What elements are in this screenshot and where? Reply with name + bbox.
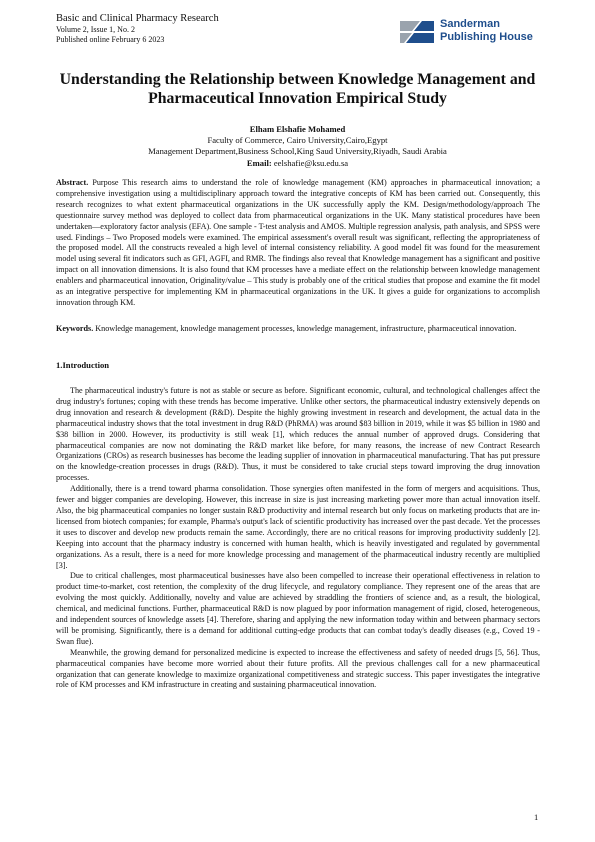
abstract-text: Purpose This research aims to understand the role of knowledge management (KM) approaches in pharmaceutical innovation; a comprehensive investigation using a multidisciplinary approach toward the integrative concepts of KM has been carried out. Consequently, this research recognizes to what extent pharmaceutical organizations in the UK successfully apply the KM. Design/methodology/approach The questionnaire survey method was deployed to collect data from pharmaceutical organizations in the UK. Many statistical procedures have been undertaken—exploratory factor analysis (EFA). One sample - T-test analysis and AMOS. Multiple regression analysis, path analysis, and SPSS were used. Findings – Two Proposed models were examined. The empirical assessment's overall result was significant, reflecting the appropriateness of the proposed model. All the constructs revealed a high level of internal consistency reliability. A good model fit was found for the measurement model using several fit indicators such as GFI, AGFI, and RMR. The findings also reveal that Knowledge management has a significant and positive impact on all innovation dimensions. It is also found that KM processes have a mediate effect on the relationship between knowledge management enablers and pharmaceutical innovation, Originality/value – This study is probably one of the critical studies that propose and examine the fit model as an integrative perspective for implementing KM in pharmaceutical organizations in the UK. It gives a guide for organizations to accomplish innovation through KM. bbox=[56, 178, 540, 307]
keywords-label: Keywords. bbox=[56, 324, 94, 333]
author-email-line bbox=[40, 158, 555, 169]
author-block bbox=[40, 124, 555, 169]
paper-title-line2: Pharmaceutical Innovation Empirical Study bbox=[148, 90, 447, 107]
journal-published: Published online February 6 2023 bbox=[56, 35, 165, 44]
abstract bbox=[56, 178, 540, 309]
paper-title-line1: Understanding the Relationship between Knowledge Management and bbox=[59, 71, 536, 88]
paragraph: The pharmaceutical industry's future is not as stable or secure as before. Significant economic, cultural, and technological challenges affect the drug industry's fortunes; coping with these trends has become imperative. Unlike other sectors, the pharmaceutical industry extensively depends on drug innovation and research & development (R&D). Despite the highly growing investment in research and development, the actual data in the pharmaceutical industry shows that the total investment in drug R&D (PhRMA) was around $83 billion in 2019, while it was $5 billion in 1980 and $38 billion in 2000. However, its productivity is still weak [1], which reduces the annual number of approved drugs. Considering that pharmaceutical companies are now not dominating the R&D market like before, for many reasons, the increase of new Contract Research Organizations (CROs) as research businesses has become the leading supplier of innovation in pharmaceutical manufacturing. That has put pressure on the knowledge-creation processes in drugs (R&D). Thus, it must be considered to take crucial steps toward improving the drug innovation processes. bbox=[56, 386, 540, 483]
paper-title bbox=[40, 70, 555, 108]
abstract-label: Abstract. bbox=[56, 178, 89, 187]
author-name: Elham Elshafie Mohamed bbox=[249, 124, 346, 134]
paragraph: Due to critical challenges, most pharmaceutical businesses have also been compelled to increase their operational effectiveness in relation to product time-to-market, cost retention, the complexity of the drug lifecycle, and regulatory compliance. They represent one of the areas that are evolving the most quickly. Additionally, novelty and value are achieved by straddling the frontiers of science and, as a result, the biological, chemical, and medicinal functions. Further, pharmaceutical R&D is now plagued by poor information management of rigid, closed, heterogeneous, and independent sources of knowledge assets [4]. Therefore, sharing and applying the new information today within and between pharmacy sectors will be promising. Significantly, there is a demand for additional cutting-edge products that can combat today's deadly diseases (e.g., Coved 19 - Swan flue). bbox=[56, 571, 540, 646]
email-label: Email: bbox=[246, 157, 272, 168]
publisher-logo bbox=[398, 18, 548, 48]
keywords bbox=[56, 324, 540, 335]
keywords-text: Knowledge management, knowledge management processes, knowledge management, infrastructure, pharmaceutical innovation. bbox=[95, 324, 517, 333]
affiliation-2: Management Department,Business School,King Saud University,Riyadh, Saudi Arabia bbox=[148, 146, 447, 157]
journal-header bbox=[56, 13, 356, 45]
paragraph: Additionally, there is a trend toward pharma consolidation. Those synergies often manifested in the form of mergers and acquisitions. Thus, fewer and bigger companies are developing. However, this increase in size is just increasing marketing power more than actual innovation itself. Also, the big pharmaceutical companies no longer sustain R&D productivity and internal research but only focus on marketing products that are in- licensed from biotech companies; for example, Pharma's output's lack of scientific productivity has increased over the past decade. Yet the processes it uses to discover and develop new products remain the same. Accordingly, there are no critical reasons for improving productivity suddenly [2]. Keeping into account that the pharmacy industry is concerned with human health, which is heavily investigated and regulated by governmental organizations. As a result, there is a need for more knowledge processing and management of the pharmaceutical industry recently are multiplied [3]. bbox=[56, 484, 540, 570]
affiliation-1: Faculty of Commerce, Cairo University,Cairo,Egypt bbox=[207, 135, 388, 146]
paragraph: Meanwhile, the growing demand for personalized medicine is expected to increase the effectiveness and safety of needed drugs [5, 56]. Thus, pharmaceutical companies have become more worried about their future profits. All the previous challenges call for a new pharmaceutical organization that can generate knowledge to maximize organizational competitiveness and strategic success. This paper investigates the integrative role of KM processes and KM infrastructure in creating and sustaining pharmaceutical innovation. bbox=[56, 647, 540, 690]
section-body bbox=[56, 386, 540, 691]
journal-name: Basic and Clinical Pharmacy Research bbox=[56, 13, 219, 24]
section-heading: 1.Introduction bbox=[56, 360, 110, 370]
author-email: eelshafie@ksu.edu.sa bbox=[273, 157, 349, 168]
page-number: 1 bbox=[534, 812, 539, 822]
publisher-mark-icon bbox=[398, 18, 436, 46]
publisher-name-line1: Sanderman bbox=[440, 18, 500, 30]
publisher-name bbox=[440, 18, 533, 44]
publisher-name-line2: Publishing House bbox=[440, 31, 533, 43]
journal-volume: Volume 2, Issue 1, No. 2 bbox=[56, 25, 135, 34]
